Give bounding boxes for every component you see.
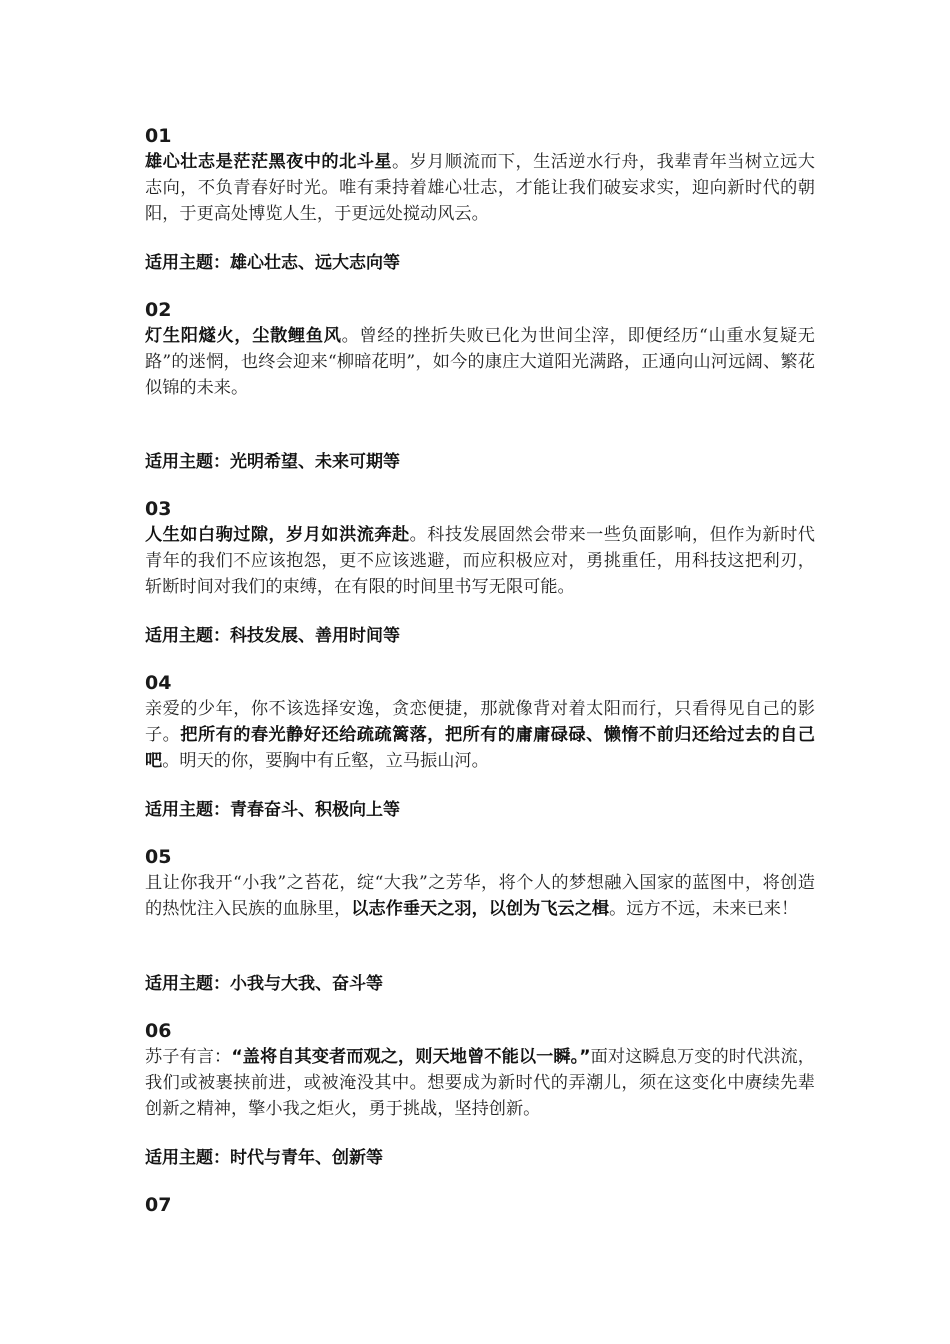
bold-phrase: 把所有的春光静好还给疏疏篱落，把所有的庸庸碌碌、懒惰不前归还给过去的自己吧 — [145, 725, 815, 771]
bold-lead: 雄心壮志是茫茫黑夜中的北斗星 — [145, 152, 392, 172]
paragraph-text: 苏子有言： — [145, 1047, 232, 1067]
entry-paragraph — [145, 870, 815, 922]
entry-03 — [145, 496, 815, 600]
entry-02 — [145, 297, 815, 401]
entry-theme: 适用主题：青春奋斗、积极向上等 — [145, 800, 400, 820]
entry-paragraph — [145, 323, 815, 401]
paragraph-text: 。曾经的挫折失败已化为世间尘滓，即便经历“山重水复疑无路”的迷惘，也终会迎来“柳暗花明”，如今的康庄大道阳光满路，正通向山河远阔、繁花似锦的未来。 — [145, 326, 815, 398]
entry-number: 05 — [145, 846, 172, 868]
entry-theme: 适用主题：小我与大我、奋斗等 — [145, 974, 383, 994]
entry-number: 03 — [145, 498, 172, 520]
bold-phrase: 以志作垂天之羽，以创为飞云之楫 — [351, 899, 610, 919]
paragraph-text: 面对这瞬息万变的时代洪流，我们或被裹挟前进，或被淹没其中。想要成为新时代的弄潮儿，须在这变化中赓续先辈创新之精神，擎小我之炬火，勇于挑战，坚持创新。 — [145, 1047, 815, 1119]
entry-number: 01 — [145, 125, 172, 147]
entry-number: 02 — [145, 299, 172, 321]
bold-quote: “盖将自其变者而观之，则天地曾不能以一瞬。” — [231, 1047, 591, 1067]
bold-lead: 人生如白驹过隙，岁月如洪流奔赴 — [145, 525, 410, 545]
paragraph-text: 。远方不远，未来已来！ — [609, 899, 799, 919]
entry-number: 06 — [145, 1020, 172, 1042]
paragraph-text: 。岁月顺流而下，生活逆水行舟，我辈青年当树立远大志向，不负青春好时光。唯有秉持着雄心壮志，才能让我们破妄求实，迎向新时代的朝阳，于更高处博览人生，于更远处搅动风云。 — [145, 152, 815, 224]
entry-06 — [145, 1018, 815, 1122]
paragraph-text: 且让你我开“小我”之苔花，绽“大我”之芳华，将个人的梦想融入国家的蓝图中，将创造的热忱注入民族的血脉里， — [145, 873, 815, 919]
entry-theme: 适用主题：雄心壮志、远大志向等 — [145, 253, 400, 273]
paragraph-text: 。明天的你，要胸中有丘壑，立马振山河。 — [162, 751, 489, 771]
bold-lead: 灯生阳燧火，尘散鲤鱼风 — [145, 326, 342, 346]
entry-number: 07 — [145, 1194, 172, 1216]
entry-01 — [145, 123, 815, 227]
entry-number: 04 — [145, 672, 172, 694]
entry-paragraph — [145, 149, 815, 227]
entry-07 — [145, 1192, 815, 1218]
entry-paragraph — [145, 696, 815, 774]
entry-05 — [145, 844, 815, 922]
paragraph-text: 。科技发展固然会带来一些负面影响，但作为新时代青年的我们不应该抱怨，更不应该逃避，而应积极应对，勇挑重任，用科技这把利刃，斩断时间对我们的束缚，在有限的时间里书写无限可能。 — [145, 525, 815, 597]
entry-theme: 适用主题：时代与青年、创新等 — [145, 1148, 383, 1168]
paragraph-text: 亲爱的少年，你不该选择安逸，贪恋便捷，那就像背对着太阳而行，只看得见自己的影子。 — [145, 699, 815, 745]
entry-theme: 适用主题：光明希望、未来可期等 — [145, 452, 400, 472]
entry-04 — [145, 670, 815, 774]
entry-paragraph — [145, 522, 815, 600]
entry-paragraph — [145, 1044, 815, 1122]
entry-theme: 适用主题：科技发展、善用时间等 — [145, 626, 400, 646]
